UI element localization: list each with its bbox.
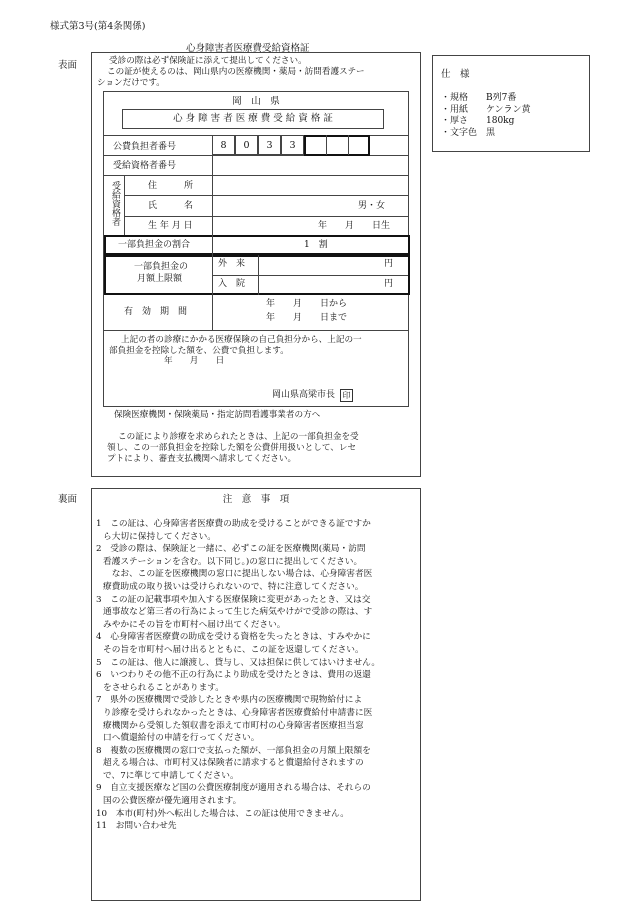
provider-note-line-3: プトにより、審査支払機関へ請求してください。 — [107, 454, 297, 464]
official-seal: 印 — [340, 389, 353, 402]
payer-number-label: 公費負担者番号 — [113, 142, 177, 152]
validity-label: 有 効 期 間 — [124, 307, 188, 317]
limit-label-line-1: 一部負担金の — [134, 262, 189, 272]
partial-rate-value: 1 割 — [304, 240, 328, 250]
spec-box — [432, 55, 590, 152]
spec-title: 仕 様 — [441, 69, 470, 80]
note-line: 超える場合は、市町村又は保険者に請求すると償還給付されますの — [103, 758, 364, 769]
recipient-group-label: 受給資格者 — [110, 181, 120, 226]
note-line: その旨を市町村へ届け出るとともに、この証を返還してください。 — [103, 644, 364, 655]
note-line: 1 この証は、心身障害者医療費の助成を受けることができる証ですか — [96, 519, 371, 529]
validity-from: 年 月 日から — [266, 299, 348, 309]
payer-digit: 8 — [212, 135, 235, 155]
payer-digit: 0 — [235, 135, 258, 155]
statement-line-1: 上記の者の診療にかかる医療保険の自己負担分から、上記の一 — [121, 335, 362, 345]
intro-line-1: 受診の際は必ず保険証に添えて提出してください。 — [109, 56, 307, 66]
address-label: 住 所 — [148, 181, 194, 191]
provider-note-line-2: 領し、この一部負担金を控除した額を公費併用扱いとして、レセ — [107, 443, 357, 453]
inpatient-label: 入 院 — [218, 279, 246, 289]
partial-rate-label: 一部負担金の割合 — [118, 240, 191, 250]
note-line: ら大切に保持してください。 — [103, 531, 216, 542]
statement-line-2: 部負担金を控除した額を、公費で負担します。 — [109, 345, 289, 356]
note-line: をさせられることがあります。 — [103, 682, 224, 693]
back-side-label: 裏面 — [58, 494, 78, 505]
form-number: 様式第3号(第4条関係) — [50, 21, 146, 32]
prefecture-name: 岡 山 県 — [232, 96, 280, 107]
outpatient-label: 外 来 — [218, 259, 246, 269]
note-line: 療機関から受領した領収書を添えて市町村の心身障害者医療担当窓 — [103, 720, 364, 731]
note-line: 看護ステーションを含む。以下同じ。)の窓口に提出してください。 — [103, 556, 363, 567]
note-line: なお、この証を医療機関の窓口に提出しない場合は、心身障害者医 — [103, 569, 373, 580]
note-line: 11 お問い合わせ先 — [96, 821, 177, 832]
note-line: 7 県外の医療機関で受診したときや県内の医療機関で現物給付によ — [96, 695, 363, 706]
note-line: 口へ償還給付の申請を行ってください。 — [103, 733, 260, 744]
spec-item: ・規格 B列7番 — [441, 93, 517, 103]
name-label: 氏 名 — [148, 201, 194, 211]
validity-to: 年 月 日まで — [266, 313, 348, 323]
payer-digit: 3 — [258, 135, 281, 155]
provider-note-line-1: この証により診療を求められたときは、上記の一部負担金を受 — [118, 432, 359, 442]
note-line: 4 心身障害者医療費の助成を受ける資格を失ったときは、すみやかに — [96, 632, 371, 643]
note-line: 通事故など第三者の行為によって生じた病気やけがで受診の際は、す — [103, 607, 373, 618]
outpatient-yen: 円 — [384, 259, 394, 269]
spec-item: ・文字色 黒 — [441, 127, 496, 138]
payer-digit: 3 — [281, 135, 304, 155]
card-form — [103, 91, 409, 407]
intro-line-2: この証が使えるのは、岡山県内の医療機関・薬局・訪問看護ステー — [107, 67, 365, 77]
back-card — [91, 488, 421, 901]
spec-item: ・用紙 ケンラン黄 — [441, 104, 531, 115]
birthdate-value: 年 月 日生 — [318, 221, 391, 231]
card-title: 心 身 障 害 者 医 療 費 受 給 資 格 証 — [122, 109, 384, 129]
providers-heading: 保険医療機関・保険薬局・指定訪問看護事業者の方へ — [114, 410, 321, 420]
note-line: 10 本市(町村)外へ転出した場合は、この証は使用できません。 — [96, 808, 349, 819]
note-line: で、7に準じて申請してください。 — [103, 770, 239, 781]
document-title: 心身障害者医療費受給資格証 — [186, 43, 310, 54]
notes-list — [96, 518, 420, 833]
statement-date: 年 月 日 — [164, 356, 225, 367]
note-line: 療費助成の取り扱いは受けられないので、特に注意してください。 — [103, 581, 364, 592]
birthdate-label: 生 年 月 日 — [148, 221, 193, 231]
note-line: 6 いつわりその他不正の行為により助成を受けたときは、費用の返還 — [96, 670, 371, 681]
front-card — [91, 52, 421, 477]
note-line: 3 この証の記載事項や加入する医療保険に変更があったとき、又は交 — [96, 594, 371, 605]
note-line: り診療を受けられなかったときは、心身障害者医療費給付申請書に医 — [103, 707, 373, 718]
note-line: 国の公費医療が優先適用されます。 — [103, 796, 242, 807]
note-line: 5 この証は、他人に譲渡し、貸与し、又は担保に供してはいけません。 — [96, 657, 381, 668]
note-line: 2 受診の際は、保険証と一緒に、必ずこの証を医療機関(薬局・訪問 — [96, 544, 366, 555]
issuer-mayor: 岡山県高梁市長 — [272, 390, 336, 400]
intro-line-3: ションだけです。 — [97, 78, 165, 88]
limit-label-line-2: 月額上限額 — [137, 274, 183, 284]
payer-digit-extra — [304, 135, 370, 156]
recipient-number-label: 受給資格者番号 — [113, 161, 177, 171]
front-side-label: 表面 — [58, 60, 78, 71]
note-line: 9 自立支援医療など国の公費医療制度が適用される場合は、それらの — [96, 783, 371, 794]
inpatient-yen: 円 — [384, 279, 394, 289]
note-line: 8 複数の医療機関の窓口で支払った額が、一部負担金の月額上限額を — [96, 745, 371, 756]
note-line: みやかにその旨を市町村へ届け出てください。 — [103, 619, 286, 630]
gender-options: 男・女 — [358, 201, 386, 211]
notes-title: 注 意 事 項 — [222, 494, 290, 505]
spec-item: ・厚さ 180kg — [441, 116, 515, 126]
